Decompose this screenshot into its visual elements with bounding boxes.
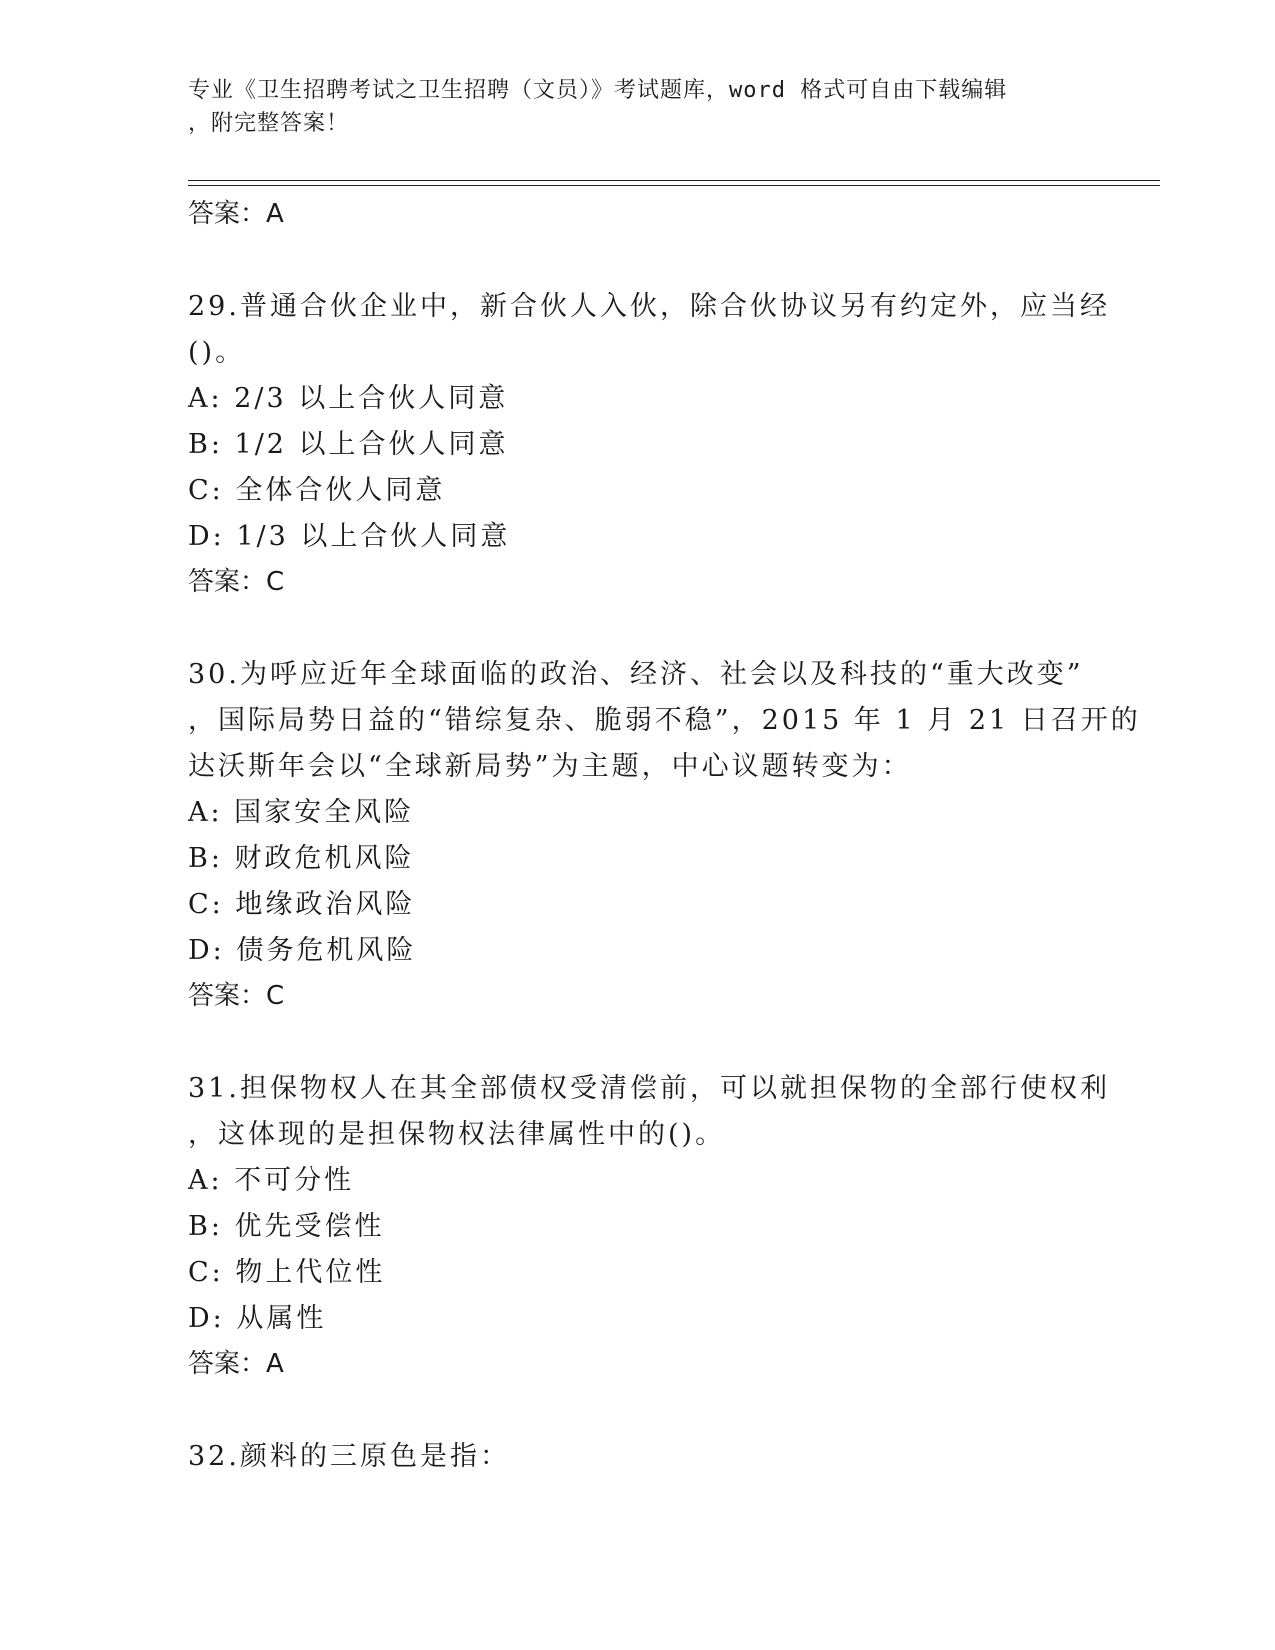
question-text-line: ()。	[188, 337, 246, 368]
answer-line: 答案：A	[188, 199, 284, 229]
answer-line: 答案：C	[188, 981, 285, 1011]
option-b: B: 优先受偿性	[188, 1211, 385, 1242]
option-c: C: 物上代位性	[188, 1257, 386, 1288]
header-divider	[188, 180, 1160, 186]
question-30	[188, 652, 1141, 790]
option-a: A: 2/3 以上合伙人同意	[188, 383, 509, 414]
answer-line: 答案：A	[188, 1349, 284, 1379]
header-line-2: ，附完整答案！	[188, 111, 350, 136]
option-d: D: 1/3 以上合伙人同意	[188, 521, 511, 552]
header-line-1: 专业《卫生招聘考试之卫生招聘（文员）》考试题库，word 格式可自由下载编辑	[188, 78, 1008, 103]
option-a: A: 国家安全风险	[188, 797, 415, 828]
page-header	[188, 74, 1068, 140]
question-text-line: 31.担保物权人在其全部债权受清偿前，可以就担保物的全部行使权利	[188, 1073, 1110, 1104]
option-c: C: 地缘政治风险	[188, 889, 416, 920]
question-29	[188, 284, 1110, 376]
question-31	[188, 1066, 1110, 1158]
question-text-line: 32.颜料的三原色是指：	[188, 1441, 510, 1472]
question-text-line: 29.普通合伙企业中，新合伙人入伙，除合伙协议另有约定外，应当经	[188, 291, 1110, 322]
question-text-line: ，国际局势日益的“错综复杂、脆弱不稳”，2015 年 1 月 21 日召开的	[188, 705, 1141, 736]
option-b: B: 财政危机风险	[188, 843, 415, 874]
option-a: A: 不可分性	[188, 1165, 355, 1196]
question-32	[188, 1434, 1088, 1480]
option-d: D: 债务危机风险	[188, 935, 417, 966]
question-text-line: 30.为呼应近年全球面临的政治、经济、社会以及科技的“重大改变”	[188, 659, 1084, 690]
question-text-line: 达沃斯年会以“全球新局势”为主题，中心议题转变为：	[188, 751, 912, 782]
answer-line: 答案：C	[188, 567, 285, 597]
question-text-line: ，这体现的是担保物权法律属性中的()。	[188, 1119, 726, 1150]
option-c: C: 全体合伙人同意	[188, 475, 446, 506]
option-d: D: 从属性	[188, 1303, 327, 1334]
option-b: B: 1/2 以上合伙人同意	[188, 429, 509, 460]
question-list	[188, 192, 1141, 1480]
